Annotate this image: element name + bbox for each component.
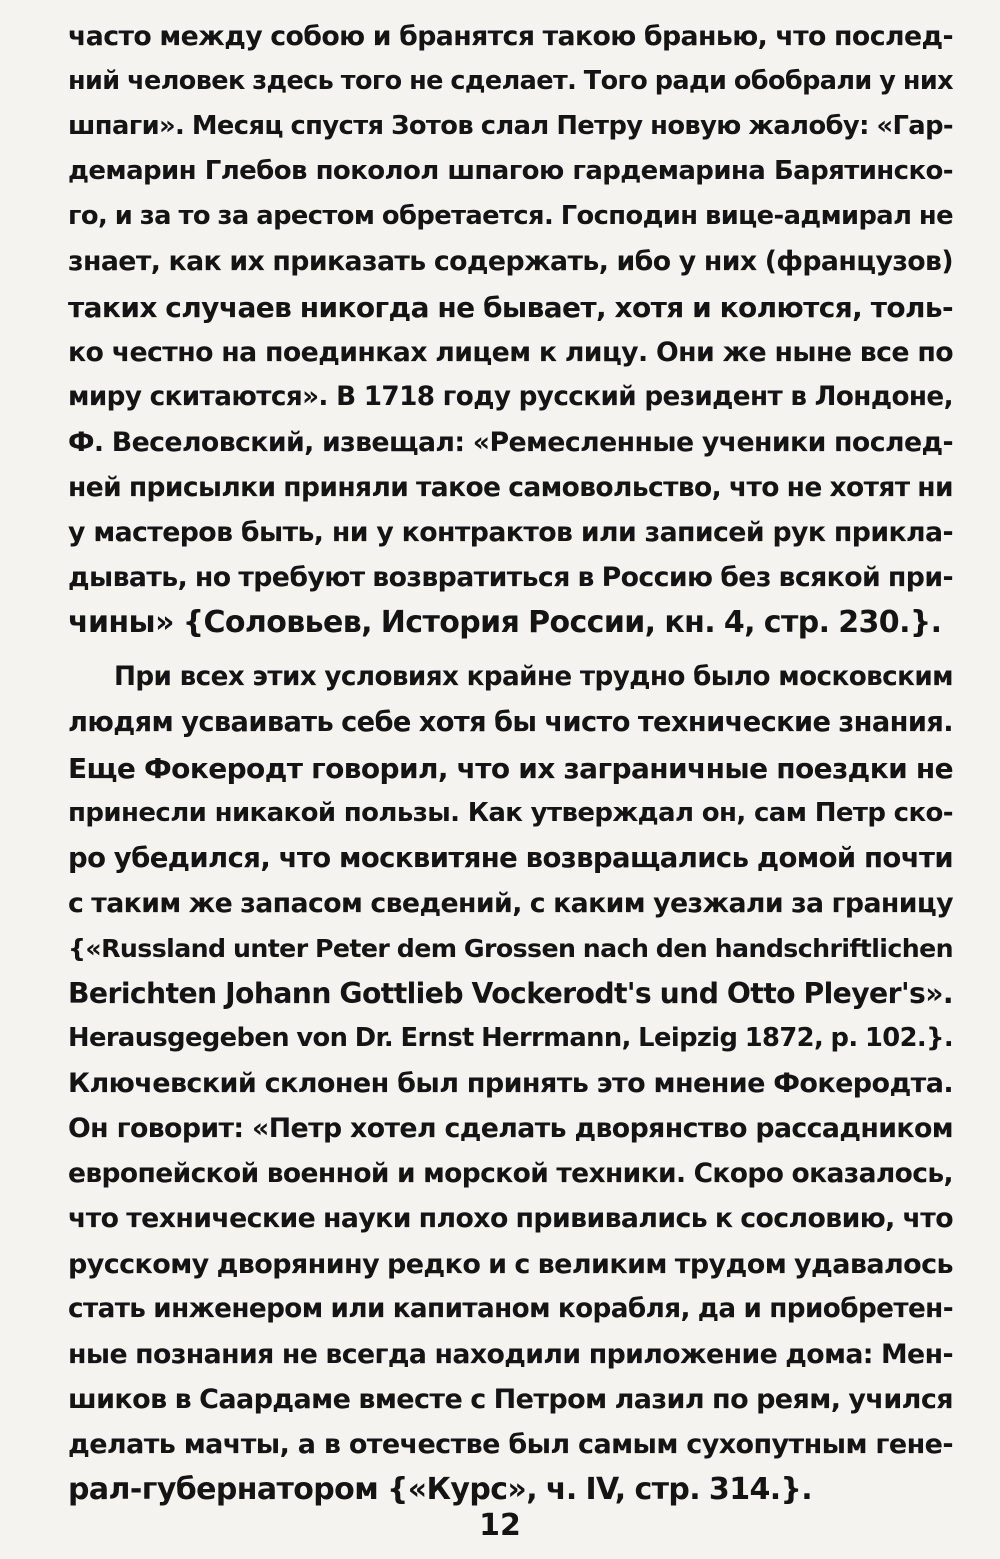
text-line: Berichten Johann Gottlieb Vockerodt's und Otto Pleyer's». bbox=[68, 976, 953, 1010]
text-line: с таким же запасом сведений, с каким уезжали за границу bbox=[68, 887, 953, 919]
text-line: ро убедился, что москвитяне возвращались домой почти bbox=[68, 841, 953, 874]
text-line: Herausgegeben von Dr. Ernst Herrmann, Leipzig 1872, p. 102.}. bbox=[68, 1023, 953, 1054]
text-line: Ф. Веселовский, извещал: «Ремесленные ученики послед- bbox=[68, 426, 953, 458]
text-line: Ключевский склонен был принять это мнение Фокеродта. bbox=[68, 1068, 953, 1100]
text-line: стать инженером или капитаном корабля, да и приобретен- bbox=[68, 1293, 953, 1324]
text-line: европейской военной и морской техники. Скоро оказалось, bbox=[68, 1158, 953, 1190]
text-line: демарин Глебов поколол шпагою гардемарина Барятинско- bbox=[68, 156, 953, 187]
text-line: принесли никакой пользы. Как утверждал он, сам Петр ско- bbox=[68, 797, 953, 828]
text-line: Еще Фокеродт говорил, что их заграничные поездки не bbox=[68, 751, 953, 785]
paragraph-gap bbox=[68, 645, 953, 655]
text-line: рал-губернатором {«Курс», ч. IV, стр. 314.}. bbox=[68, 1472, 813, 1507]
text-line: ко честно на поединках лицем к лицу. Они же ныне все по bbox=[68, 336, 953, 368]
text-line: что технические науки плохо прививались к сословию, что bbox=[68, 1203, 953, 1235]
text-line: шпаги». Месяц спустя Зотов слал Петру новую жалобу: «Гар- bbox=[68, 111, 953, 142]
paragraph bbox=[68, 655, 953, 1512]
text-line: ней присылки приняли такое самовольство, что не хотят ни bbox=[68, 471, 953, 503]
page-body bbox=[68, 14, 953, 1512]
text-line: шиков в Саардаме вместе с Петром лазил по реям, учился bbox=[68, 1383, 953, 1415]
text-line: Он говорит: «Петр хотел сделать дворянство рассадником bbox=[68, 1113, 953, 1145]
text-line: людям усваивать себе хотя бы чисто технические знания. bbox=[68, 707, 953, 739]
text-line: делать мачты, а в отечестве был самым сухопутным гене- bbox=[68, 1428, 953, 1460]
text-line: ний человек здесь того не сделает. Того ради обобрали у них bbox=[68, 66, 953, 97]
text-line: При всех этих условиях крайне трудно было московским bbox=[114, 662, 953, 693]
text-line: {«Russland unter Peter dem Grossen nach den handschriftlichen bbox=[68, 933, 953, 963]
text-line: у мастеров быть, ни у контрактов или записей рук прикла- bbox=[68, 517, 953, 549]
text-line: чины» {Соловьев, История России, кн. 4, стр. 230.}. bbox=[68, 605, 942, 641]
text-line: миру скитаются». В 1718 году русский резидент в Лондоне, bbox=[68, 381, 953, 412]
paragraph bbox=[68, 14, 953, 645]
text-flow bbox=[68, 14, 953, 1512]
text-line: ные познания не всегда находили приложение дома: Мен- bbox=[68, 1338, 953, 1370]
text-line: дывать, но требуют возвратиться в Россию без всякой при- bbox=[68, 562, 953, 594]
text-line: знает, как их приказать содержать, ибо у них (французов) bbox=[68, 246, 953, 278]
text-line: часто между собою и бранятся такою бранью, что послед- bbox=[68, 21, 953, 52]
page-number: 12 bbox=[479, 1508, 521, 1543]
text-line: таких случаев никогда не бывает, хотя и колются, толь- bbox=[68, 290, 953, 324]
text-line: русскому дворянину редко и с великим трудом удавалось bbox=[68, 1248, 953, 1280]
text-line: го, и за то за арестом обретается. Господин вице-адмирал не bbox=[68, 201, 953, 232]
